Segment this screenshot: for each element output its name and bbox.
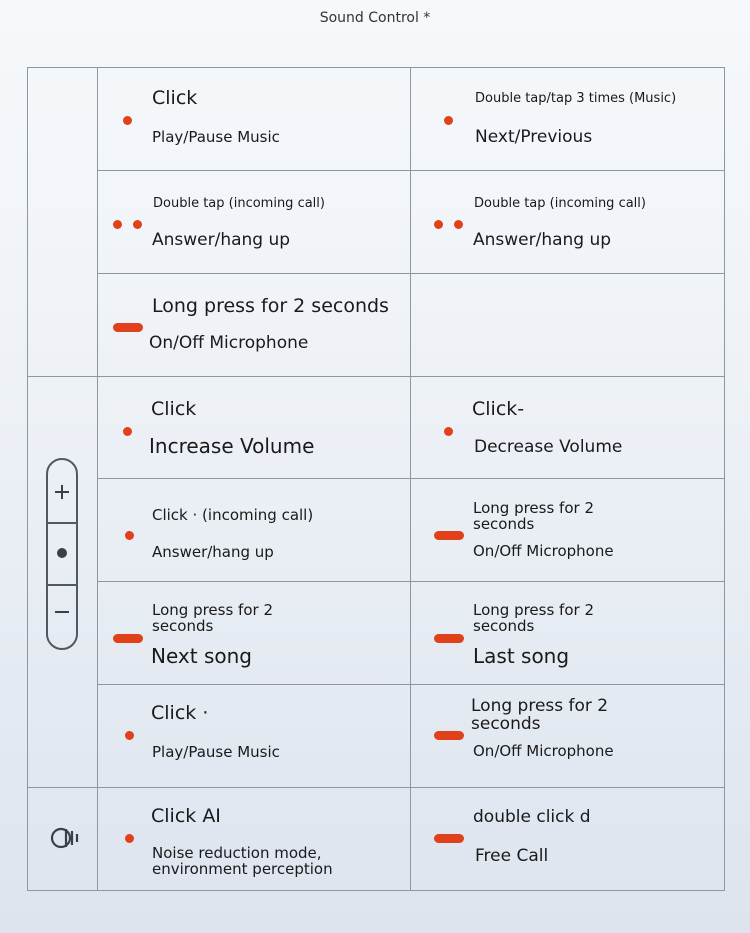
sound-control-table xyxy=(27,67,725,891)
gesture-label: Long press for 2 xyxy=(152,601,273,619)
grid-line xyxy=(27,787,725,788)
action-label: Increase Volume xyxy=(149,434,315,458)
action-label: On/Off Microphone xyxy=(473,742,614,760)
gesture-label: Click · xyxy=(151,702,209,724)
tap-marker-dot xyxy=(444,116,453,125)
action-label: Play/Pause Music xyxy=(152,128,280,146)
remote-control-icon xyxy=(46,458,78,650)
grid-line xyxy=(97,684,725,685)
grid-line xyxy=(27,376,725,377)
center-button-icon xyxy=(57,548,67,558)
action-label: On/Off Microphone xyxy=(149,333,309,353)
action-label: Last song xyxy=(473,644,570,668)
gesture-label: Long press for 2 xyxy=(473,601,594,619)
ai-voice-icon xyxy=(50,825,86,851)
gesture-label-continued: seconds xyxy=(473,515,535,533)
grid-line xyxy=(97,67,98,891)
tap-marker-dot xyxy=(125,531,134,540)
minus-icon xyxy=(55,611,69,613)
gesture-label: Click xyxy=(151,398,197,420)
gesture-label: Click- xyxy=(472,398,525,420)
grid-line xyxy=(97,170,725,171)
action-label: Decrease Volume xyxy=(474,437,623,457)
long-press-marker xyxy=(434,634,464,643)
plus-icon-vertical xyxy=(61,485,63,499)
tap-marker-dot xyxy=(123,116,132,125)
tap-marker-dot xyxy=(434,220,443,229)
tap-marker-dot xyxy=(125,834,134,843)
grid-line xyxy=(97,478,725,479)
gesture-label: Long press for 2 xyxy=(473,499,594,517)
gesture-label: Double tap (incoming call) xyxy=(153,196,325,211)
gesture-label: double click d xyxy=(473,807,591,827)
tap-marker-dot xyxy=(444,427,453,436)
long-press-marker xyxy=(434,834,464,843)
tap-marker-dot xyxy=(113,220,122,229)
action-label: Play/Pause Music xyxy=(152,743,280,761)
gesture-label: Double tap/tap 3 times (Music) xyxy=(475,91,677,106)
action-label: Next song xyxy=(151,644,252,668)
action-label: Answer/hang up xyxy=(152,230,291,250)
tap-marker-dot xyxy=(123,427,132,436)
gesture-label-continued: seconds xyxy=(473,617,535,635)
gesture-label: Double tap (incoming call) xyxy=(474,196,646,211)
action-label: Answer/hang up xyxy=(473,230,612,250)
action-label: Next/Previous xyxy=(475,127,593,147)
gesture-label: Long press for 2 seconds xyxy=(152,295,389,317)
long-press-marker xyxy=(113,323,143,332)
gesture-label: Click AI xyxy=(151,805,221,827)
long-press-marker xyxy=(434,731,464,740)
gesture-label: Click xyxy=(152,87,198,109)
action-label: Free Call xyxy=(475,846,549,866)
long-press-marker xyxy=(434,531,464,540)
tap-marker-dot xyxy=(133,220,142,229)
gesture-label: Click · (incoming call) xyxy=(152,506,314,524)
action-label-continued: environment perception xyxy=(152,860,333,878)
grid-line xyxy=(97,581,725,582)
action-label: On/Off Microphone xyxy=(473,542,614,560)
grid-line xyxy=(97,273,725,274)
gesture-label-continued: seconds xyxy=(152,617,214,635)
gesture-label: Long press for 2 xyxy=(471,696,609,716)
tap-marker-dot xyxy=(454,220,463,229)
gesture-label-continued: seconds xyxy=(471,714,541,734)
tap-marker-dot xyxy=(125,731,134,740)
page-title: Sound Control * xyxy=(319,10,431,26)
long-press-marker xyxy=(113,634,143,643)
action-label: Answer/hang up xyxy=(152,543,274,561)
grid-line xyxy=(410,67,411,891)
action-label: Noise reduction mode, xyxy=(152,844,322,862)
